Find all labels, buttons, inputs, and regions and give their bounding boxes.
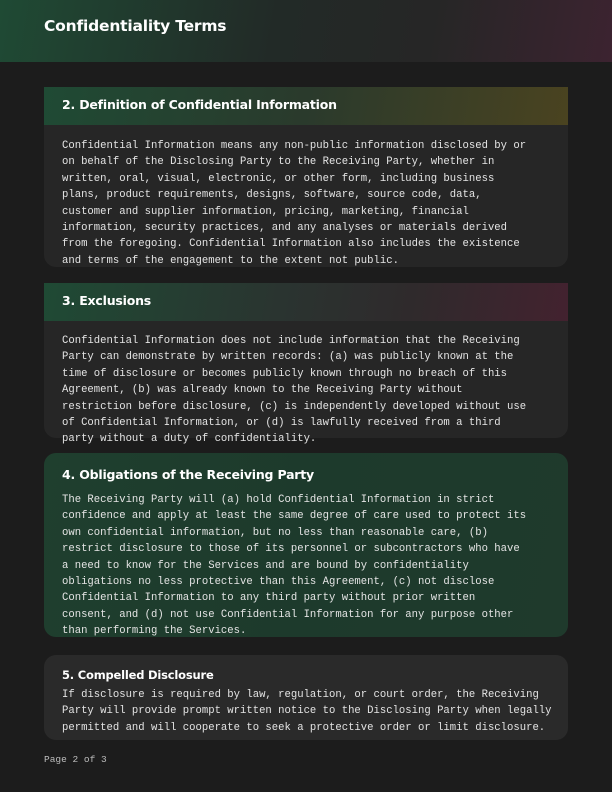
section-body: Confidential Information does not include information that the Receiving Party can demonstrate by written records: (a) was publicly known at the time of disclosure or becomes publicly known through no breach of this Agreement, (b) was already known to the Receiving Party without restriction before disclosure, (c) is independently developed without use of Confidential Information, or (d) is lawfully received from a third party without a duty of confidentiality.	[62, 335, 527, 446]
page-header	[0, 0, 612, 62]
section-title: 2. Definition of Confidential Information	[62, 97, 337, 112]
section-obligations	[44, 453, 568, 637]
section-body: If disclosure is required by law, regulation, or court order, the Receiving Party will provide prompt written notice to the Disclosing Party when legally permitted and will cooperate to seek a protective order or limit disclosure.	[62, 689, 552, 734]
section-header	[44, 283, 568, 321]
section-title: 5. Compelled Disclosure	[62, 668, 214, 682]
section-header	[44, 453, 568, 487]
page-number: Page 2 of 3	[44, 754, 107, 765]
section-title: 4. Obligations of the Receiving Party	[62, 467, 314, 482]
section-exclusions	[44, 283, 568, 446]
section-title: 3. Exclusions	[62, 293, 152, 308]
section-header	[44, 655, 568, 685]
section-definition	[44, 87, 568, 267]
section-compelled-disclosure	[44, 655, 568, 740]
page-title: Confidentiality Terms	[44, 17, 227, 35]
section-body: Confidential Information means any non-public information disclosed by or on behalf of the Disclosing Party to the Receiving Party, whether in written, oral, visual, electronic, or other form, including business plans, product requirements, designs, software, source code, data, customer and supplier information, pricing, marketing, financial information, security practices, and any analyses or materials derived from the foregoing. Confidential Information also includes the existence and terms of the engagement to the extent not public.	[62, 140, 527, 267]
section-header	[44, 87, 568, 125]
section-body: The Receiving Party will (a) hold Confidential Information in strict confidence and apply at least the same degree of care used to protect its own confidential information, but no less than reasonable care, (b) restrict disclosure to those of its personnel or subcontractors who have a need to know for the Services and are bound by confidentiality obligations no less protective than this Agreement, (c) not disclose Confidential Information to any third party without prior written consent, and (d) not use Confidential Information for any purpose other than performing the Services.	[62, 494, 527, 638]
